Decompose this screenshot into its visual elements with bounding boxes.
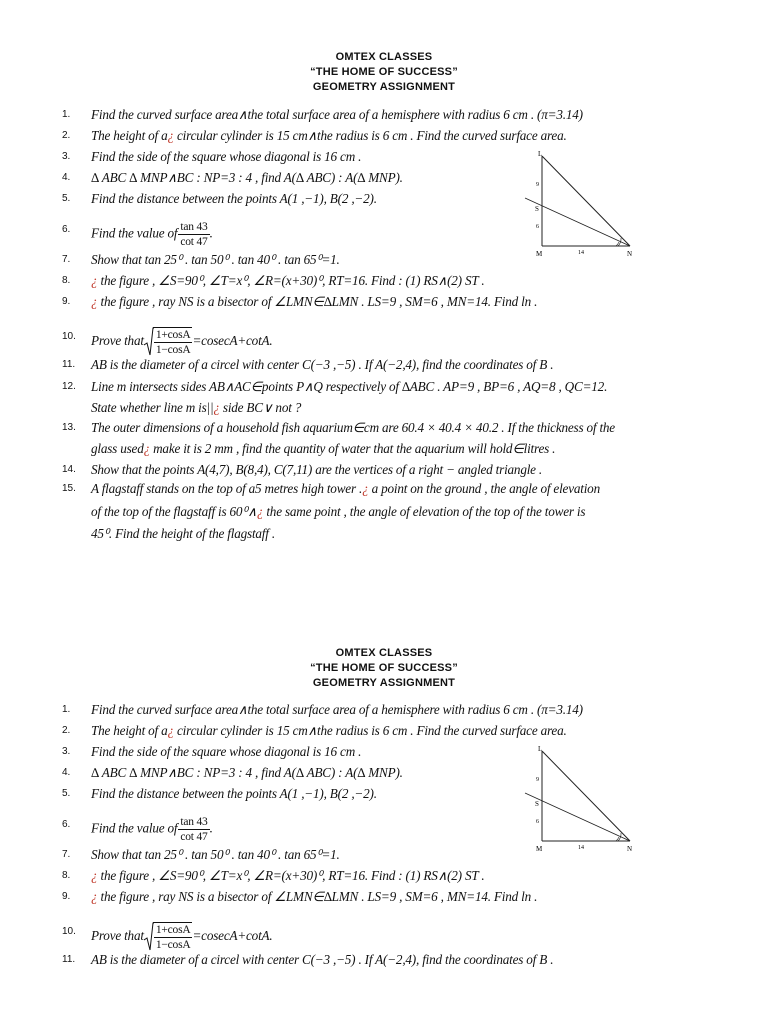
question-number: 9. xyxy=(62,891,71,902)
question-text xyxy=(91,273,484,289)
question-text-body: Show that the points A(4,7), B(8,4), C(7,11) are the vertices of a right − angled triangle . xyxy=(91,462,543,477)
figure-ray-ns xyxy=(525,198,630,246)
question-text-pre: Find the value of xyxy=(91,225,178,241)
question-text-body: circular cylinder is 15 cm∧the radius is 6 cm . Find the curved surface area. xyxy=(173,723,567,738)
inverted-question-mark: ¿ xyxy=(256,504,264,519)
assignment-title-2: GEOMETRY ASSIGNMENT xyxy=(312,677,456,689)
question-text xyxy=(91,400,301,416)
assignment-header-2 xyxy=(0,646,768,691)
question-number: 4. xyxy=(62,172,71,183)
figure-label-mn: 14 xyxy=(578,845,584,851)
radical-sign-icon xyxy=(144,922,154,952)
inverted-question-mark: ¿ xyxy=(213,400,220,415)
question-text xyxy=(91,481,600,497)
question-number: 11. xyxy=(62,954,76,965)
question-text xyxy=(91,922,273,952)
question-text-body: circular cylinder is 15 cm∧the radius is 6 cm . Find the curved surface area. xyxy=(173,128,567,143)
question-text-body: Find the curved surface area∧the total surface area of a hemisphere with radius 6 cm . (π=3.14) xyxy=(91,107,583,122)
inverted-question-mark: ¿ xyxy=(167,723,174,738)
inverted-question-mark: ¿ xyxy=(91,889,98,904)
figure-label-s: S xyxy=(535,205,539,213)
question-number: 7. xyxy=(62,849,71,860)
fraction-denominator: cot 47 xyxy=(180,236,208,248)
question-text-body: side BC∨ not ? xyxy=(219,400,302,415)
question-number: 3. xyxy=(62,151,71,162)
question-text-pre: glass used xyxy=(91,441,144,456)
question-text-body: AB is the diameter of a circel with center C(−3 ,−5) . If A(−2,4), find the coordinates of B . xyxy=(91,952,554,967)
fraction-numerator: tan 43 xyxy=(180,221,208,233)
fraction xyxy=(154,328,193,357)
question-number: 1. xyxy=(62,109,71,120)
question-text-body: the figure , ∠S=90⁰, ∠T=x⁰, ∠R=(x+30)⁰, RT=16. Find : (1) RS∧(2) ST . xyxy=(97,868,485,883)
inverted-question-mark: ¿ xyxy=(91,294,98,309)
question-text xyxy=(91,379,607,395)
school-motto: “THE HOME OF SUCCESS” xyxy=(310,66,458,78)
inverted-question-mark: ¿ xyxy=(362,481,369,496)
question-text xyxy=(91,191,377,207)
question-number: 11. xyxy=(62,359,76,370)
assignment-header xyxy=(0,50,768,95)
figure-angle-arc xyxy=(618,238,621,246)
fraction xyxy=(178,220,209,249)
question-text-body: Find the side of the square whose diagonal is 16 cm . xyxy=(91,149,362,164)
fraction-numerator: 1+cosA xyxy=(155,329,191,341)
question-text-pre: Prove that xyxy=(91,928,144,944)
figure-side-ln xyxy=(542,751,630,841)
question-number: 14. xyxy=(62,464,76,475)
square-root xyxy=(144,922,193,952)
question-text-post: =cosecA+cotA. xyxy=(192,928,273,944)
question-text-body: make it is 2 mm , find the quantity of water that the aquarium will hold∈litres . xyxy=(150,441,556,456)
question-number: 4. xyxy=(62,767,71,778)
inverted-question-mark: ¿ xyxy=(167,128,174,143)
figure-label-l: L xyxy=(538,745,543,753)
question-text xyxy=(91,441,555,457)
figure-label-ls: 9 xyxy=(536,182,539,188)
question-text-post: . xyxy=(209,225,213,241)
question-text-body: Find the distance between the points A(1 ,−1), B(2 ,−2). xyxy=(91,786,377,801)
question-text xyxy=(91,504,585,520)
question-text xyxy=(91,889,537,905)
question-text xyxy=(91,702,583,718)
question-number: 2. xyxy=(62,130,71,141)
fraction-numerator: tan 43 xyxy=(180,816,208,828)
question-text xyxy=(91,723,567,739)
question-text-post: =cosecA+cotA. xyxy=(192,333,273,349)
inverted-question-mark: ¿ xyxy=(91,273,98,288)
question-number: 8. xyxy=(62,870,71,881)
question-number: 5. xyxy=(62,193,71,204)
question-text-body: Find the distance between the points A(1 ,−1), B(2 ,−2). xyxy=(91,191,377,206)
question-text-body: a point on the ground , the angle of elevation xyxy=(368,481,600,496)
figure-label-ls: 9 xyxy=(536,777,539,783)
question-text-body: the figure , ∠S=90⁰, ∠T=x⁰, ∠R=(x+30)⁰, RT=16. Find : (1) RS∧(2) ST . xyxy=(97,273,485,288)
figure-label-s: S xyxy=(535,800,539,808)
question-text-pre: A flagstaff stands on the top of a5 metres high tower . xyxy=(91,481,363,496)
question-text xyxy=(91,815,213,844)
question-text xyxy=(91,128,567,144)
question-number: 10. xyxy=(62,331,76,342)
fraction-denominator: cot 47 xyxy=(180,831,208,843)
question-text xyxy=(91,107,583,123)
fraction xyxy=(154,923,193,952)
question-text xyxy=(91,744,361,760)
question-number: 6. xyxy=(62,224,71,235)
question-text-body: 45⁰. Find the height of the flagstaff . xyxy=(91,526,275,541)
question-number: 10. xyxy=(62,926,76,937)
question-text-pre: The height of a xyxy=(91,128,168,143)
question-text xyxy=(91,765,403,781)
figure-ray-ns xyxy=(525,793,630,841)
geometry-figure-2 xyxy=(520,745,640,855)
figure-angle-arc xyxy=(618,833,621,841)
question-text-body: Find the side of the square whose diagonal is 16 cm . xyxy=(91,744,362,759)
question-text xyxy=(91,786,377,802)
question-text xyxy=(91,847,340,863)
question-text xyxy=(91,220,213,249)
school-name: OMTEX CLASSES xyxy=(335,51,433,63)
radicand xyxy=(153,327,193,357)
question-text-body: Find the curved surface area∧the total surface area of a hemisphere with radius 6 cm . (π=3.14) xyxy=(91,702,583,717)
question-text-pre: The height of a xyxy=(91,723,168,738)
question-text xyxy=(91,149,361,165)
question-text xyxy=(91,462,542,478)
question-text-body: Line m intersects sides AB∧AC∈points P∧Q respectively of ∆ABC . AP=9 , BP=6 , AQ=8 , QC=12. xyxy=(91,379,608,394)
figure-side-ln xyxy=(542,156,630,246)
question-number: 3. xyxy=(62,746,71,757)
question-text-pre: State whether line m is|| xyxy=(91,400,214,415)
question-number: 8. xyxy=(62,275,71,286)
question-number: 13. xyxy=(62,422,76,433)
question-text-body: The outer dimensions of a household fish aquarium∈cm are 60.4 × 40.4 × 40.2 . If the thickness of the xyxy=(91,420,615,435)
question-text-post: . xyxy=(209,820,213,836)
school-motto-2: “THE HOME OF SUCCESS” xyxy=(310,662,458,674)
question-text-pre: of the top of the flagstaff is 60⁰∧ xyxy=(91,504,257,519)
question-text-body: AB is the diameter of a circel with center C(−3 ,−5) . If A(−2,4), find the coordinates of B . xyxy=(91,357,554,372)
question-text xyxy=(91,952,553,968)
question-number: 5. xyxy=(62,788,71,799)
square-root xyxy=(144,327,193,357)
figure-label-m: M xyxy=(536,250,543,258)
fraction-denominator: 1−cosA xyxy=(155,344,191,356)
figure-label-l: L xyxy=(538,150,543,158)
question-number: 1. xyxy=(62,704,71,715)
question-number: 12. xyxy=(62,381,76,392)
geometry-figure xyxy=(520,150,640,260)
fraction-denominator: 1−cosA xyxy=(155,939,191,951)
question-text-body: the same point , the angle of elevation of the top of the tower is xyxy=(263,504,586,519)
assignment-title: GEOMETRY ASSIGNMENT xyxy=(312,81,456,93)
question-text xyxy=(91,294,537,310)
question-number: 2. xyxy=(62,725,71,736)
question-text-body: the figure , ray NS is a bisector of ∠LMN∈∆LMN . LS=9 , SM=6 , MN=14. Find ln . xyxy=(97,889,538,904)
question-text-body: Show that tan 25⁰ . tan 50⁰ . tan 40⁰ . tan 65⁰=1. xyxy=(91,252,340,267)
radical-sign-icon xyxy=(144,327,154,357)
question-number: 15. xyxy=(62,483,76,494)
question-text xyxy=(91,526,275,542)
question-text-pre: Prove that xyxy=(91,333,144,349)
question-text xyxy=(91,327,273,357)
question-text xyxy=(91,170,403,186)
fraction-numerator: 1+cosA xyxy=(155,924,191,936)
question-text xyxy=(91,420,615,436)
fraction xyxy=(178,815,209,844)
question-text-body: the figure , ray NS is a bisector of ∠LMN∈∆LMN . LS=9 , SM=6 , MN=14. Find ln . xyxy=(97,294,538,309)
inverted-question-mark: ¿ xyxy=(143,441,150,456)
question-number: 7. xyxy=(62,254,71,265)
figure-label-m: M xyxy=(536,845,543,853)
figure-label-n: N xyxy=(627,250,633,258)
question-text xyxy=(91,357,553,373)
figure-label-mn: 14 xyxy=(578,250,584,256)
figure-label-sm: 6 xyxy=(536,224,539,230)
question-number: 6. xyxy=(62,819,71,830)
question-text-body: ∆ ABC ∆ MNP∧BC : NP=3 : 4 , find A(∆ ABC) : A(∆ MNP). xyxy=(91,170,403,185)
question-text-body: Show that tan 25⁰ . tan 50⁰ . tan 40⁰ . tan 65⁰=1. xyxy=(91,847,340,862)
question-number: 9. xyxy=(62,296,71,307)
question-text-pre: Find the value of xyxy=(91,820,178,836)
figure-label-sm: 6 xyxy=(536,819,539,825)
question-text-body: ∆ ABC ∆ MNP∧BC : NP=3 : 4 , find A(∆ ABC) : A(∆ MNP). xyxy=(91,765,403,780)
inverted-question-mark: ¿ xyxy=(91,868,98,883)
figure-label-n: N xyxy=(627,845,633,853)
radicand xyxy=(153,922,193,952)
question-text xyxy=(91,868,484,884)
school-name-2: OMTEX CLASSES xyxy=(335,647,433,659)
question-text xyxy=(91,252,340,268)
